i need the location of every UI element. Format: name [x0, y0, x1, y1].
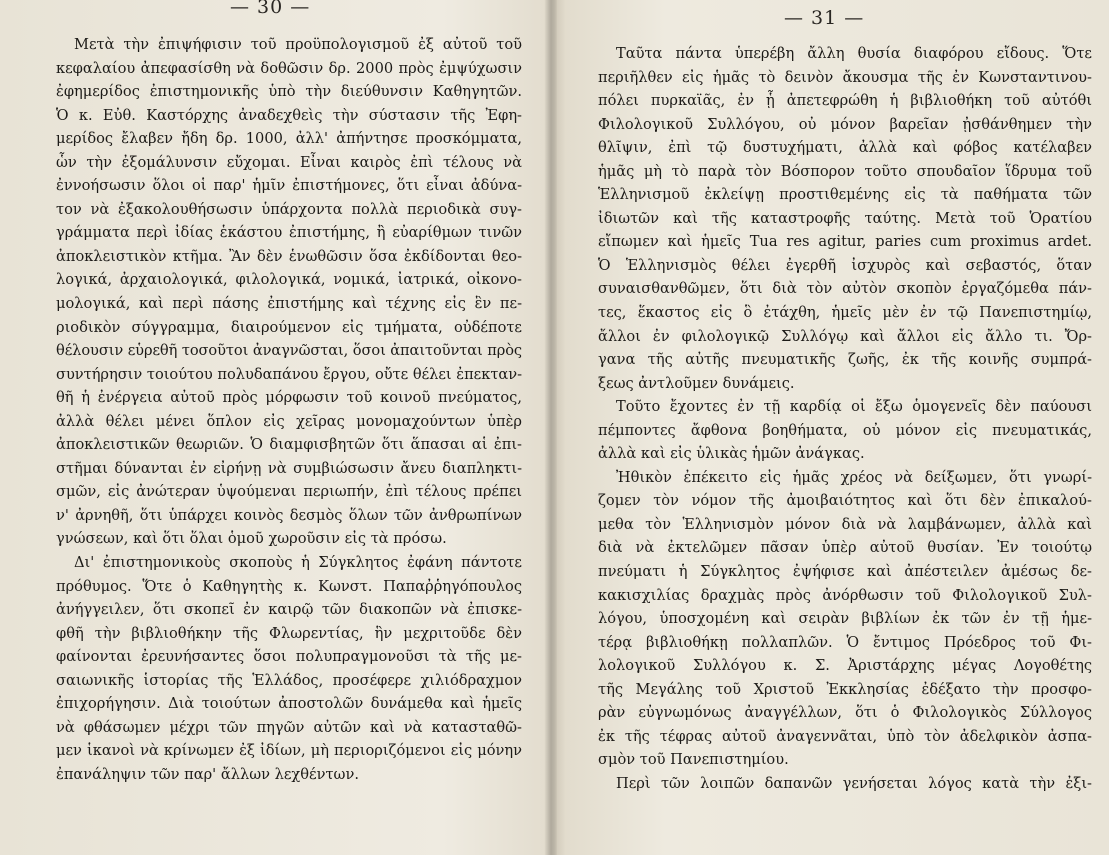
text-line: ν' ἀρνηθῆ, ὅτι ὑπάρχει κοινὸς δεσμὸς ὅλων τῶν ἀνθρωπίνων [56, 506, 522, 524]
text-line: συναισθανθῶμεν, ὅτι διὰ τὸν αὐτὸν σκοπὸν ἐργαζόμεθα πάν- [598, 280, 1092, 298]
text-line: ἰδιωτῶν καὶ τῆς καταστροφῆς ταύτης. Μετὰ τοῦ Ὁρατίου [598, 209, 1092, 227]
text-line: σμὸν τοῦ Πανεπιστημίου. [598, 751, 789, 769]
text-line: φθῆ τὴν βιβλιοθήκην τῆς Φλωρεντίας, ἣν μεχριτοῦδε δὲν [56, 624, 522, 642]
text-line: ἄλλοι ἐν φιλολογικῷ Συλλόγῳ καὶ ἄλλοι εἰς ἄλλο τι. Ὄρ- [598, 327, 1092, 345]
text-line: σμῶν, εἰς ἀνώτεραν ὑψούμεναι περιωπήν, ἐπὶ τέλους πρέπει [56, 483, 522, 501]
text-line: ἀνήγγειλεν, ὅτι σκοπεῖ ἐν καιρῷ τῶν διακοπῶν νὰ ἐπισκε- [56, 601, 522, 619]
text-line: ὧν τὴν ἐξομάλυνσιν εὔχομαι. Εἶναι καιρὸς ἐπὶ τέλους νὰ [56, 153, 522, 171]
text-line: θῆ ἡ ἐνέργεια αὐτοῦ πρὸς μόρφωσιν τοῦ κοινοῦ πνεύματος, [56, 389, 522, 407]
text-line: ἡμᾶς μὴ τὸ παρὰ τὸν Βόσπορον τοῦτο σπουδαῖον ἵδρυμα τοῦ [598, 162, 1092, 180]
text-line: νὰ φθάσωμεν μέχρι τῶν πηγῶν αὐτῶν καὶ νὰ κατασταθῶ- [56, 718, 522, 736]
text-line: Ταῦτα πάντα ὑπερέβη ἄλλη θυσία διαφόρου εἴδους. Ὅτε [616, 45, 1092, 62]
text-line: Ὁ Ἑλληνισμὸς θέλει ἐγερθῆ ἰσχυρὸς καὶ σεβαστός, ὅταν [598, 256, 1092, 274]
text-line: θλῖψιν, ἐπὶ τῷ δυστυχήματι, ἀλλὰ καὶ φόβος κατέλαβεν [598, 139, 1092, 157]
right-page [556, 0, 1109, 855]
text-line: ρὰν εὐγνωμόνως ἀναγγέλλων, ὅτι ὁ Φιλολογικὸς Σύλλογος [598, 704, 1092, 722]
text-line: σαιωνικῆς ἱστορίας τῆς Ἑλλάδος, προσέφερε χιλιόδραχμον [56, 671, 522, 689]
text-line: ἐπιχορήγησιν. Διὰ τοιούτων ἀποστολῶν δυνάμεθα καὶ ἡμεῖς [56, 695, 522, 713]
text-line: λόγου, ὑποσχομένη καὶ σειρὰν βιβλίων ἐκ τῶν ἐν τῇ ἡμε- [598, 610, 1092, 628]
text-line: μεθα τὸν Ἑλληνισμὸν μόνον διὰ νὰ λαμβάνωμεν, ἀλλὰ καὶ [598, 515, 1092, 533]
text-line: Ἠθικὸν ἐπέκειτο εἰς ἡμᾶς χρέος νὰ δείξωμεν, ὅτι γνωρί- [616, 468, 1092, 486]
text-line: τῆς Μεγάλης τοῦ Χριστοῦ Ἐκκλησίας ἐδέξατο τὴν προσφο- [598, 680, 1092, 698]
text-line: ἐπανάληψιν τῶν παρ' ἄλλων λεχθέντων. [56, 765, 359, 783]
text-line: ριοδικὸν σύγγραμμα, διαιρούμενον εἰς τμήματα, οὐδέποτε [56, 318, 522, 336]
text-line: λογικά, ἀρχαιολογικά, φιλολογικά, νομικά, ἰατρικά, οἰκονο- [56, 271, 522, 289]
page-number: — 30 — [230, 0, 311, 18]
text-line: γνώσεων, καὶ ὅτι ὅλαι ὁμοῦ χωροῦσιν εἰς τὰ πρόσω. [56, 530, 447, 548]
text-line: γράμματα περὶ ἰδίας ἑκάστου ἐπιστήμης, ἢ εὐαρίθμων τινῶν [56, 224, 522, 242]
text-line: ξεως ἀντλοῦμεν δυνάμεις. [598, 374, 795, 392]
page-body [56, 33, 522, 787]
left-page [0, 0, 548, 855]
text-line: Φιλολογικοῦ Συλλόγου, οὐ μόνον βαρεῖαν ᾐσθάνθημεν τὴν [598, 115, 1092, 133]
text-line: φαίνονται ἐρευνήσαντες ὅσοι πολυπραγμονοῦσι τὰ τῆς με- [56, 648, 522, 666]
text-line: Ὁ κ. Εὐθ. Καστόρχης ἀναδεχθεὶς τὴν σύστασιν τῆς Ἐφη- [56, 106, 522, 124]
text-line: τες, ἕκαστος εἰς ὃ ἐτάχθη, ἡμεῖς μὲν ἐν τῷ Πανεπιστημίῳ, [598, 304, 1092, 322]
text-line: Δι' ἐπιστημονικοὺς σκοποὺς ἡ Σύγκλητος ἐφάνη πάντοτε [74, 554, 522, 572]
text-line: ἀλλὰ θέλει μένει ὅπλον εἰς χεῖρας μονομαχούντων ὑπὲρ [56, 412, 522, 430]
text-line: πόλει πυρκαϊᾶς, ἐν ᾗ ἀπετεφρώθη ἡ βιβλιοθήκη τοῦ αὐτόθι [598, 92, 1092, 110]
text-line: Μετὰ τὴν ἐπιψήφισιν τοῦ προϋπολογισμοῦ ἐξ αὐτοῦ τοῦ [74, 36, 522, 53]
text-line: τέρᾳ βιβλιοθήκῃ πολλαπλῶν. Ὁ ἔντιμος Πρόεδρος τοῦ Φι- [598, 633, 1092, 651]
text-line: μερίδος ἔλαβεν ἤδη δρ. 1000, ἀλλ' ἀπήντησε προσκόμματα, [56, 130, 522, 148]
text-line: ζομεν τὸν νόμον τῆς ἀμοιβαιότητος καὶ ὅτι δὲν ἐπικαλού- [598, 492, 1092, 510]
text-line: ἐννοήσωσιν ὅλοι οἱ παρ' ἡμῖν ἐπιστήμονες, ὅτι εἶναι ἀδύνα- [56, 177, 522, 195]
text-line: κακισχιλίας δραχμὰς πρὸς ἀνόρθωσιν τοῦ Φιλολογικοῦ Συλ- [598, 586, 1092, 604]
text-line: γανα τῆς αὐτῆς πνευματικῆς ζωῆς, ἐκ τῆς κοινῆς συμπρά- [598, 351, 1092, 369]
page-body [598, 42, 1092, 796]
text-line: ἐκ τῆς τέφρας αὐτοῦ ἀναγεννᾶται, ὑπὸ τὸν ἀδελφικὸν ἀσπα- [598, 727, 1092, 745]
page-number: — 31 — [784, 7, 865, 29]
text-line: μολογικά, καὶ περὶ πάσης ἐπιστήμης καὶ τέχνης εἰς ἓν πε- [56, 295, 522, 313]
text-line: στῆμαι δύνανται ἐν εἰρήνῃ νὰ συμβιώσωσιν ἄνευ διαπληκτι- [56, 459, 522, 477]
text-line: ἀποκλειστικῶν θεωριῶν. Ὁ διαμφισβητῶν ὅτι ἅπασαι αἱ ἐπι- [56, 436, 522, 454]
text-line: τον νὰ ἐξακολουθήσωσιν ὑπάρχοντα πολλὰ περιοδικὰ συγ- [56, 200, 522, 218]
text-line: εἴπωμεν καὶ ἡμεῖς Tua res agitur, paries cum proximus ardet. [598, 233, 1092, 251]
text-line: Ἑλληνισμοῦ ἐκλείψῃ προστιθεμένης εἰς τὰ παθήματα τῶν [598, 186, 1092, 204]
text-line: Τοῦτο ἔχοντες ἐν τῇ καρδίᾳ οἱ ἔξω ὁμογενεῖς δὲν παύουσι [616, 398, 1092, 416]
text-line: συντήρησιν τοιούτου πολυδαπάνου ἔργου, οὔτε θέλει ἐπεκταν- [56, 365, 522, 383]
text-line: πέμποντες ἄφθονα βοηθήματα, οὐ μόνον εἰς πνευματικάς, [598, 421, 1092, 439]
text-line: μεν ἱκανοὶ νὰ κρίνωμεν ἐξ ἰδίων, μὴ περιοριζόμενοι εἰς μόνην [56, 742, 522, 760]
text-line: κεφαλαίου ἀπεφασίσθη νὰ δοθῶσιν δρ. 2000 πρὸς ἐμψύχωσιν [56, 59, 522, 77]
text-line: λολογικοῦ Συλλόγου κ. Σ. Ἀριστάρχης μέγας Λογοθέτης [598, 657, 1092, 675]
text-line: πνεύματι ἡ Σύγκλητος ἐψήφισε καὶ ἀπέστειλεν ἀμέσως δε- [598, 563, 1092, 581]
text-line: πρόθυμος. Ὅτε ὁ Καθηγητὴς κ. Κωνστ. Παπαῤῥηγόπουλος [56, 577, 522, 595]
text-line: περιῆλθεν εἰς ἡμᾶς τὸ δεινὸν ἄκουσμα τῆς ἐν Κωνσταντινου- [598, 68, 1092, 86]
text-line: ἀποκλειστικὸν κτῆμα. Ἂν δὲν ἑνωθῶσιν ὅσα ἐκδίδονται θεο- [56, 247, 522, 265]
text-line: θέλουσιν εὑρεθῆ τοσοῦτοι ἀναγνῶσται, ὅσοι ἀπαιτοῦνται πρὸς [56, 342, 522, 360]
text-line: διὰ νὰ ἐκτελῶμεν πᾶσαν ὑπὲρ αὐτοῦ θυσίαν. Ἐν τοιούτῳ [598, 539, 1092, 557]
text-line: ἀλλὰ καὶ εἰς ὑλικὰς ἡμῶν ἀνάγκας. [598, 445, 865, 463]
text-line: ἐφημερίδος ἐπιστημονικῆς ὑπὸ τὴν διεύθυνσιν Καθηγητῶν. [56, 83, 522, 101]
text-line: Περὶ τῶν λοιπῶν δαπανῶν γενήσεται λόγος κατὰ τὴν ἐξι- [616, 774, 1092, 792]
